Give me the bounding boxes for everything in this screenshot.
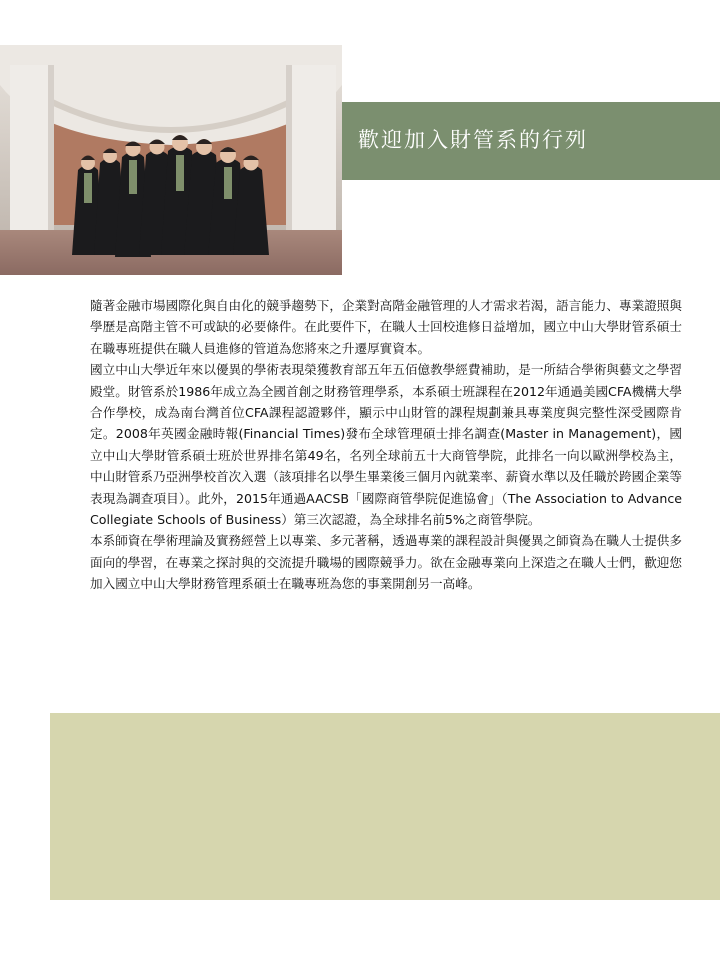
page-title: 歡迎加入財管系的行列	[358, 128, 588, 152]
title-banner	[342, 102, 720, 180]
photo-illustration	[0, 45, 342, 275]
paragraph-3: 本系師資在學術理論及實務經營上以專業、多元著稱，透過專業的課程設計與優異之師資為在職人士提供多面向的學習，在專業之探討與的交流提升職場的國際競爭力。欲在金融專業向上深造之在職人士們，歡迎您加入國立中山大學財務管理系碩士在職專班為您的事業開創另一高峰。	[90, 533, 682, 592]
graduates-photo	[0, 45, 342, 275]
intro-text	[90, 295, 682, 595]
paragraph-2: 國立中山大學近年來以優異的學術表現榮獲教育部五年五佰億教學經費補助，是一所結合學術與藝文之學習殿堂。財管系於1986年成立為全國首創之財務管理學系，本系碩士班課程在2012年通過美國CFA機構大學合作學校，成為南台灣首位CFA課程認證夥伴，顯示中山財管的課程規劃兼具專業度與完整性深受國際肯定。2008年英國金融時報(Financial Times)發布全球管理碩士排名調查(Master in Management)，國立中山大學財管系碩士班於世界排名第49名，名列全球前五十大商管學院，此排名一向以歐洲學校為主，中山財管系乃亞洲學校首次入選（該項排名以學生畢業後三個月內就業率、薪資水準以及任職於跨國企業等表現為調查項目）。此外，2015年通過AACSB「國際商管學院促進協會」（The Association to Advance Collegiate Schools of Business）第三次認證，為全球排名前5%之商管學院。	[90, 362, 682, 528]
bottom-color-block	[50, 713, 720, 900]
paragraph-1: 隨著金融市場國際化與自由化的競爭趨勢下，企業對高階金融管理的人才需求若渴，語言能力、專業證照與學歷是高階主管不可或缺的必要條件。在此要件下，在職人士回校進修日益增加，國立中山大學財管系碩士在職專班提供在職人員進修的管道為您將來之升遷厚實資本。	[90, 298, 682, 356]
